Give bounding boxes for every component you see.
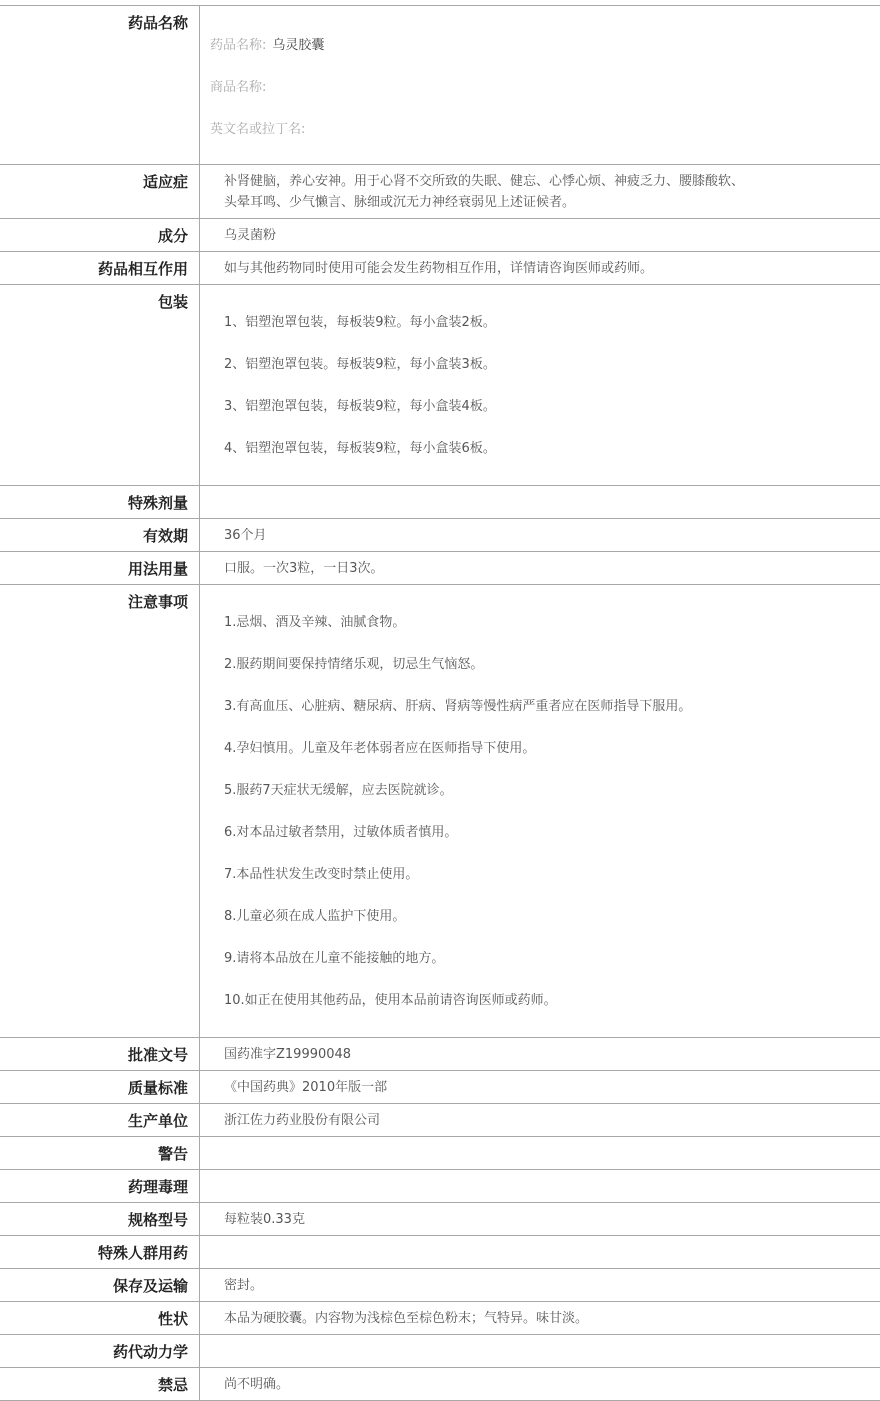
indications-value: 补肾健脑，养心安神。用于心肾不交所致的失眠、健忘、心悸心烦、神疲乏力、腰膝酸软、 头晕耳鸣、少气懒言、脉细或沉无力神经衰弱见上述证候者。 [224,174,745,210]
row-usage [0,552,880,585]
generic-name-value: 乌灵胶囊 [272,38,325,53]
special-dosage-label: 特殊剂量 [0,486,200,518]
pharmacology-value [200,1170,880,1202]
row-ingredients [0,219,880,252]
precaution-item: 10.如正在使用其他药品，使用本品前请咨询医师或药师。 [224,993,557,1008]
pharmacology-label: 药理毒理 [0,1170,200,1202]
usage-label: 用法用量 [0,552,200,584]
validity-label: 有效期 [0,519,200,551]
indications-label: 适应症 [0,165,200,218]
approval-value: 国药准字Z19990048 [224,1047,352,1062]
trade-name-line [210,77,870,98]
precaution-item: 7.本品性状发生改变时禁止使用。 [224,867,419,882]
manufacturer-value: 浙江佐力药业股份有限公司 [224,1113,381,1128]
row-indications [0,165,880,219]
storage-label: 保存及运输 [0,1269,200,1301]
validity-value: 36个月 [224,528,267,543]
english-name-line [210,119,870,140]
ingredients-value: 乌灵菌粉 [224,228,277,243]
special-population-value [200,1236,880,1268]
row-description [0,1302,880,1335]
precaution-item: 4.孕妇慎用。儿童及年老体弱者应在医师指导下使用。 [224,741,536,756]
warning-label: 警告 [0,1137,200,1169]
packaging-item: 1、铝塑泡罩包装，每板装9粒。每小盒装2板。 [224,315,496,330]
interactions-value: 如与其他药物同时使用可能会发生药物相互作用，详情请咨询医师或药师。 [224,261,654,276]
precaution-item: 3.有高血压、心脏病、糖尿病、肝病、肾病等慢性病严重者应在医师指导下服用。 [224,699,692,714]
description-label: 性状 [0,1302,200,1334]
warning-value [200,1137,880,1169]
precaution-item: 1.忌烟、酒及辛辣、油腻食物。 [224,615,406,630]
row-standard [0,1071,880,1104]
specification-label: 规格型号 [0,1203,200,1235]
english-name-key: 英文名或拉丁名: [210,122,306,137]
generic-name-line [210,35,870,56]
row-precautions [0,585,880,1038]
storage-value: 密封。 [224,1278,264,1293]
contraindications-label: 禁忌 [0,1368,200,1400]
packaging-label: 包装 [0,285,200,485]
manufacturer-label: 生产单位 [0,1104,200,1136]
ingredients-label: 成分 [0,219,200,251]
packaging-value [200,285,880,485]
standard-value: 《中国药典》2010年版一部 [224,1080,388,1095]
specification-value: 每粒装0.33克 [224,1212,305,1227]
precautions-value [200,585,880,1037]
usage-value: 口服。一次3粒，一日3次。 [224,561,384,576]
generic-name-key: 药品名称: [210,38,267,53]
row-approval [0,1038,880,1071]
row-validity [0,519,880,552]
row-warning [0,1137,880,1170]
packaging-item: 3、铝塑泡罩包装，每板装9粒，每小盒装4板。 [224,399,496,414]
row-special-dosage [0,486,880,519]
row-interactions [0,252,880,285]
interactions-label: 药品相互作用 [0,252,200,284]
packaging-item: 4、铝塑泡罩包装，每板装9粒，每小盒装6板。 [224,441,496,456]
precaution-item: 8.儿童必须在成人监护下使用。 [224,909,406,924]
precautions-label: 注意事项 [0,585,200,1037]
precaution-item: 2.服药期间要保持情绪乐观，切忌生气恼怒。 [224,657,484,672]
precaution-item: 9.请将本品放在儿童不能接触的地方。 [224,951,445,966]
row-contraindications [0,1368,880,1401]
row-packaging [0,285,880,486]
drug-name-value [200,6,880,164]
row-specification [0,1203,880,1236]
approval-label: 批准文号 [0,1038,200,1070]
precaution-item: 6.对本品过敏者禁用，过敏体质者慎用。 [224,825,458,840]
pharmacokinetics-value [200,1335,880,1367]
description-value: 本品为硬胶囊。内容物为浅棕色至棕色粉末；气特异。味甘淡。 [224,1311,589,1326]
trade-name-key: 商品名称: [210,80,267,95]
special-population-label: 特殊人群用药 [0,1236,200,1268]
pharmacokinetics-label: 药代动力学 [0,1335,200,1367]
row-storage [0,1269,880,1302]
packaging-item: 2、铝塑泡罩包装。每板装9粒，每小盒装3板。 [224,357,496,372]
row-pharmacology [0,1170,880,1203]
row-manufacturer [0,1104,880,1137]
row-pharmacokinetics [0,1335,880,1368]
row-special-population [0,1236,880,1269]
special-dosage-value [200,486,880,518]
standard-label: 质量标准 [0,1071,200,1103]
drug-spec-table [0,5,880,1401]
row-drug-name [0,6,880,165]
drug-name-label: 药品名称 [0,6,200,164]
contraindications-value: 尚不明确。 [224,1377,290,1392]
precaution-item: 5.服药7天症状无缓解，应去医院就诊。 [224,783,453,798]
